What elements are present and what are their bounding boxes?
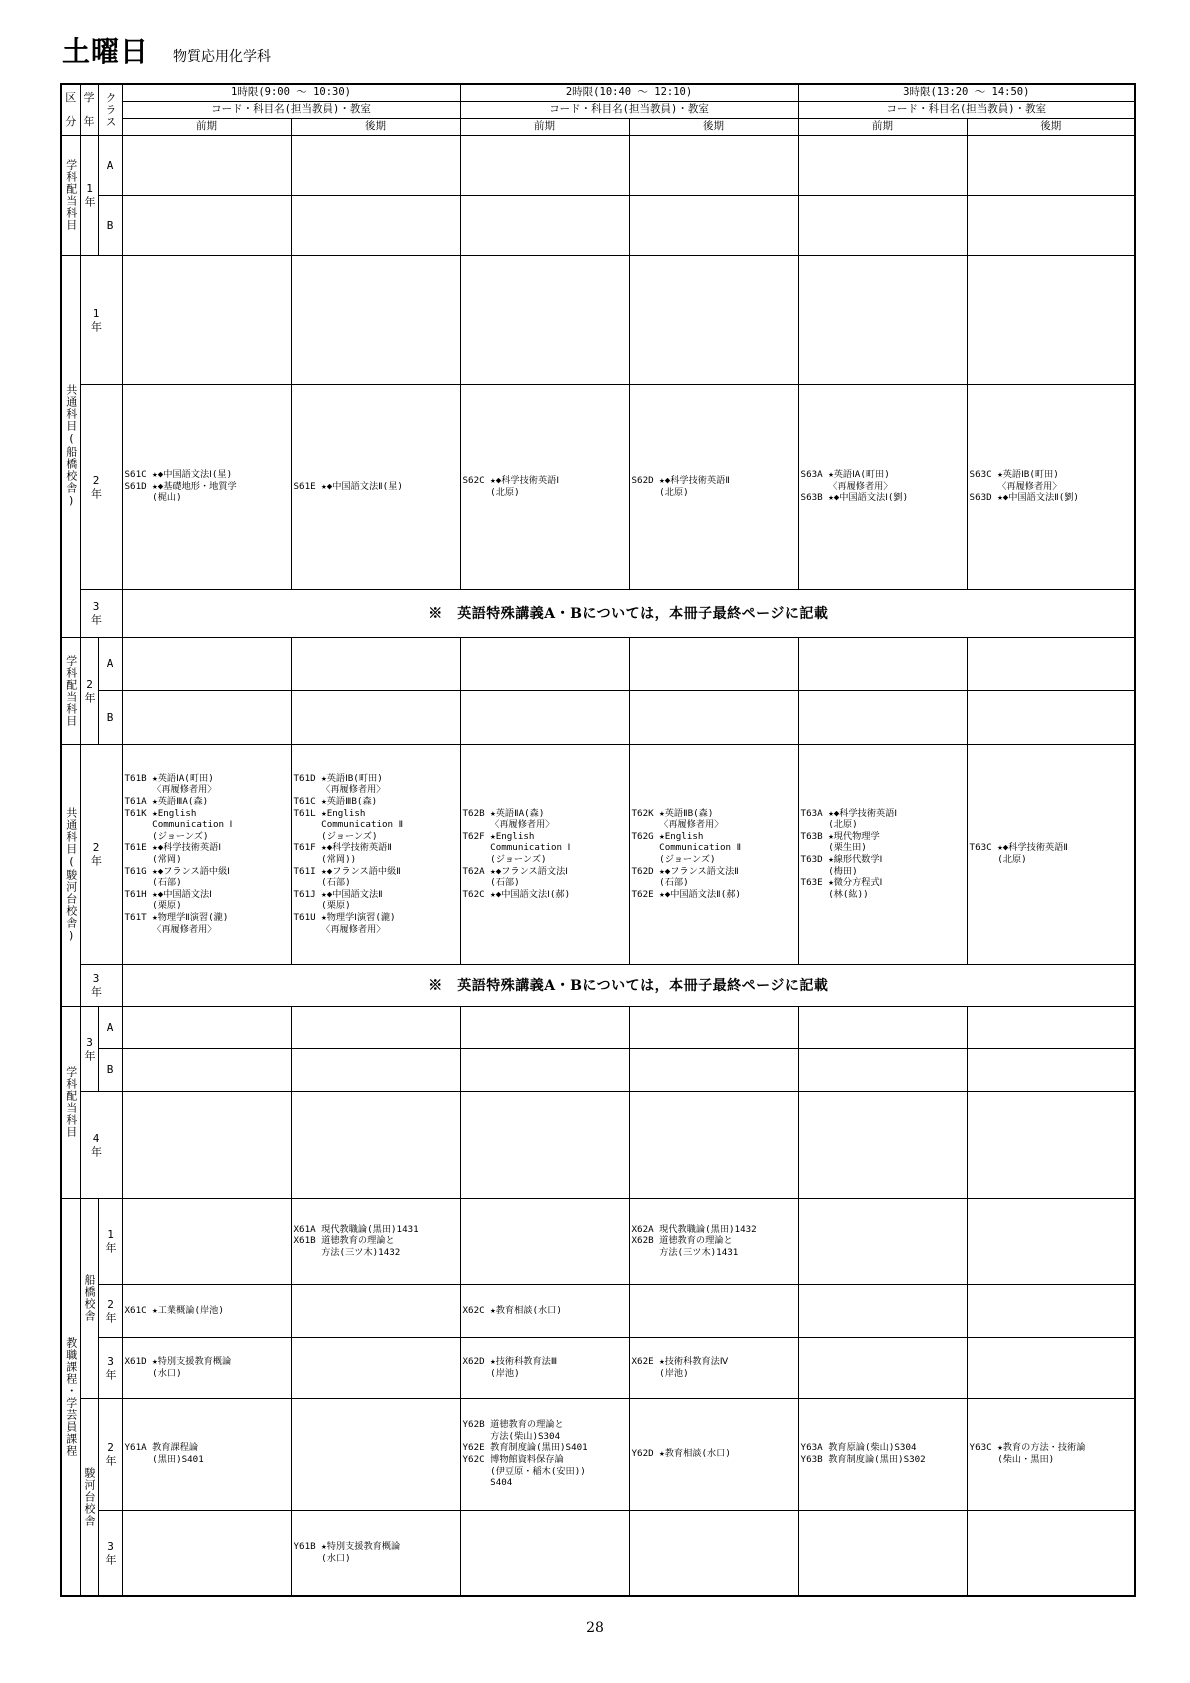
cell bbox=[967, 1091, 1135, 1198]
course-cell: X61A 現代教職論(黒田)1431 X61B 道徳教育の理論と 方法(三ツ木)1432 bbox=[291, 1198, 460, 1284]
cell bbox=[291, 255, 460, 384]
course-cell bbox=[291, 1337, 460, 1398]
cell bbox=[967, 255, 1135, 384]
cell bbox=[291, 1006, 460, 1048]
course-cell: S63A ★英語ⅠA(町田) 〈再履修者用〉 S63B ★◆中国語文法Ⅰ(劉) bbox=[798, 384, 967, 589]
code-label-3: コード・科目名(担当教員)・教室 bbox=[798, 101, 1135, 118]
cell bbox=[798, 1091, 967, 1198]
zenki-2: 前期 bbox=[460, 118, 629, 135]
cell bbox=[122, 195, 291, 255]
cell bbox=[798, 1006, 967, 1048]
course-cell: Y61B ★特別支援教育概論 (水口) bbox=[291, 1510, 460, 1596]
section-gakka-3: 学科配当科目 bbox=[61, 1006, 80, 1198]
period-1-header: 1時限(9:00 ～ 10:30) bbox=[122, 84, 460, 101]
campus-surugadai: 駿河台校舎 bbox=[80, 1398, 98, 1596]
cell bbox=[798, 637, 967, 690]
special-lecture-note: ※ 英語特殊講義A・Bについては，本冊子最終ページに記載 bbox=[122, 964, 1135, 1006]
class-b: B bbox=[98, 690, 122, 744]
code-label-1: コード・科目名(担当教員)・教室 bbox=[122, 101, 460, 118]
course-cell: Y63A 教育原論(柴山)S304 Y63B 教育制度論(黒田)S302 bbox=[798, 1398, 967, 1510]
cell bbox=[460, 255, 629, 384]
course-cell bbox=[967, 1284, 1135, 1337]
course-cell bbox=[967, 1198, 1135, 1284]
cell bbox=[460, 690, 629, 744]
course-cell: T62B ★英語ⅡA(森) 〈再履修者用〉 T62F ★English Communication Ⅰ (ジョーンズ) T62A ★◆フランス語文法Ⅰ (石部) T62C ★◆中国語文法Ⅰ(郝) bbox=[460, 744, 629, 964]
course-cell bbox=[629, 1510, 798, 1596]
cell bbox=[291, 1048, 460, 1091]
cell bbox=[122, 255, 291, 384]
cell bbox=[798, 1048, 967, 1091]
cell bbox=[798, 195, 967, 255]
course-cell bbox=[798, 1510, 967, 1596]
cell bbox=[291, 637, 460, 690]
course-cell: S61C ★◆中国語文法Ⅰ(星) S61D ★◆基礎地形・地質学 (梶山) bbox=[122, 384, 291, 589]
year-3-kyotsu-s: 3年 bbox=[80, 964, 122, 1006]
page-title: 土曜日 bbox=[62, 35, 150, 68]
course-cell: S62C ★◆科学技術英語Ⅰ (北原) bbox=[460, 384, 629, 589]
course-cell bbox=[629, 1284, 798, 1337]
course-cell bbox=[291, 1284, 460, 1337]
timetable bbox=[60, 83, 1136, 1597]
course-cell: T63C ★◆科学技術英語Ⅱ (北原) bbox=[967, 744, 1135, 964]
cell bbox=[291, 1091, 460, 1198]
header-gakunen: 学年 bbox=[80, 84, 98, 135]
kouki-2: 後期 bbox=[629, 118, 798, 135]
page-number: 28 bbox=[586, 1620, 604, 1636]
title-area bbox=[62, 30, 271, 70]
cell bbox=[122, 690, 291, 744]
year-3-y: 3年 bbox=[98, 1510, 122, 1596]
cell bbox=[460, 637, 629, 690]
course-cell: X62E ★技術科教育法Ⅳ (岸池) bbox=[629, 1337, 798, 1398]
cell bbox=[798, 255, 967, 384]
cell bbox=[122, 135, 291, 195]
class-b: B bbox=[98, 195, 122, 255]
zenki-1: 前期 bbox=[122, 118, 291, 135]
cell bbox=[291, 690, 460, 744]
page-subtitle: 物質応用化学科 bbox=[173, 49, 272, 65]
course-cell: Y61A 教育課程論 (黒田)S401 bbox=[122, 1398, 291, 1510]
cell bbox=[798, 690, 967, 744]
cell bbox=[629, 690, 798, 744]
cell bbox=[967, 195, 1135, 255]
section-gakka-1: 学科配当科目 bbox=[61, 135, 80, 255]
cell bbox=[460, 195, 629, 255]
cell bbox=[460, 135, 629, 195]
course-cell: X61D ★特別支援教育概論 (水口) bbox=[122, 1337, 291, 1398]
cell bbox=[629, 195, 798, 255]
special-lecture-note: ※ 英語特殊講義A・Bについては，本冊子最終ページに記載 bbox=[122, 589, 1135, 637]
cell bbox=[629, 1006, 798, 1048]
course-cell bbox=[460, 1510, 629, 1596]
period-3-header: 3時限(13:20 ～ 14:50) bbox=[798, 84, 1135, 101]
cell bbox=[967, 135, 1135, 195]
cell bbox=[291, 195, 460, 255]
year-2-x: 2年 bbox=[98, 1284, 122, 1337]
cell bbox=[798, 135, 967, 195]
cell bbox=[460, 1048, 629, 1091]
cell bbox=[629, 1091, 798, 1198]
class-a: A bbox=[98, 637, 122, 690]
year-4-gakka: 4年 bbox=[80, 1091, 122, 1198]
year-2-kyotsu: 2年 bbox=[80, 384, 122, 589]
section-gakka-2: 学科配当科目 bbox=[61, 637, 80, 744]
year-3-x: 3年 bbox=[98, 1337, 122, 1398]
cell bbox=[460, 1091, 629, 1198]
course-cell: X62C ★教育相談(水口) bbox=[460, 1284, 629, 1337]
course-cell: S61E ★◆中国語文法Ⅱ(星) bbox=[291, 384, 460, 589]
course-cell: Y62B 道徳教育の理論と 方法(柴山)S304 Y62E 教育制度論(黒田)S401 Y62C 博物館資料保存論 (伊豆原・稲木(安田)) S404 bbox=[460, 1398, 629, 1510]
cell bbox=[967, 1048, 1135, 1091]
year-2-y: 2年 bbox=[98, 1398, 122, 1510]
year-3-kyotsu: 3年 bbox=[80, 589, 122, 637]
cell bbox=[629, 1048, 798, 1091]
class-a: A bbox=[98, 135, 122, 195]
kouki-1: 後期 bbox=[291, 118, 460, 135]
course-cell: Y62D ★教育相談(水口) bbox=[629, 1398, 798, 1510]
course-cell bbox=[967, 1337, 1135, 1398]
course-cell: T62K ★英語ⅡB(森) 〈再履修者用〉 T62G ★English Communication Ⅱ (ジョーンズ) T62D ★◆フランス語文法Ⅱ (石部) T62E ★◆中国語文法Ⅱ(郝) bbox=[629, 744, 798, 964]
course-cell bbox=[122, 1198, 291, 1284]
year-3-gakka: 3年 bbox=[80, 1006, 98, 1091]
cell bbox=[967, 637, 1135, 690]
year-2-kyotsu-s: 2年 bbox=[80, 744, 122, 964]
kouki-3: 後期 bbox=[967, 118, 1135, 135]
header-kubun: 区分 bbox=[61, 84, 80, 135]
course-cell bbox=[798, 1198, 967, 1284]
course-cell bbox=[798, 1284, 967, 1337]
course-cell bbox=[967, 1510, 1135, 1596]
course-cell: X62A 現代教職論(黒田)1432 X62B 道徳教育の理論と 方法(三ツ木)1431 bbox=[629, 1198, 798, 1284]
course-cell: X61C ★工業概論(岸池) bbox=[122, 1284, 291, 1337]
cell bbox=[967, 690, 1135, 744]
course-cell: T61D ★英語ⅠB(町田) 〈再履修者用〉 T61C ★英語ⅢB(森) T61L ★English Communication Ⅱ (ジョーンズ) T61F ★◆科学技術英語Ⅱ (常岡)) T61I ★◆フランス語中級Ⅱ (石部) T61J ★◆中国語文法Ⅱ (栗原) T61U ★物理学Ⅰ演習(瀧) 〈再履修者用〉 bbox=[291, 744, 460, 964]
year-1-kyotsu: 1年 bbox=[80, 255, 122, 384]
course-cell: T61B ★英語ⅠA(町田) 〈再履修者用〉 T61A ★英語ⅢA(森) T61K ★English Communication Ⅰ (ジョーンズ) T61E ★◆科学技術英語Ⅰ (常岡) T61G ★◆フランス語中級Ⅰ (石部) T61H ★◆中国語文法Ⅰ (栗原) T61T ★物理学Ⅱ演習(瀧) 〈再履修者用〉 bbox=[122, 744, 291, 964]
cell bbox=[122, 1091, 291, 1198]
period-2-header: 2時限(10:40 ～ 12:10) bbox=[460, 84, 798, 101]
section-kyotsu-surugadai: 共通科目(駿河台校舎) bbox=[61, 744, 80, 1006]
course-cell bbox=[291, 1398, 460, 1510]
class-b: B bbox=[98, 1048, 122, 1091]
cell bbox=[122, 637, 291, 690]
section-kyoshoku: 教職課程・学芸員課程 bbox=[61, 1198, 80, 1596]
cell bbox=[629, 637, 798, 690]
course-cell: X62D ★技術科教育法Ⅲ (岸池) bbox=[460, 1337, 629, 1398]
cell bbox=[122, 1006, 291, 1048]
campus-funabashi: 船橋校舎 bbox=[80, 1198, 98, 1398]
cell bbox=[460, 1006, 629, 1048]
year-1-x: 1年 bbox=[98, 1198, 122, 1284]
course-cell bbox=[798, 1337, 967, 1398]
section-kyotsu-funabashi: 共通科目(船橋校舎) bbox=[61, 255, 80, 637]
course-cell: S62D ★◆科学技術英語Ⅱ (北原) bbox=[629, 384, 798, 589]
header-class: クラス bbox=[98, 84, 122, 135]
course-cell bbox=[460, 1198, 629, 1284]
cell bbox=[291, 135, 460, 195]
course-cell: Y63C ★教育の方法・技術論 (柴山・黒田) bbox=[967, 1398, 1135, 1510]
course-cell bbox=[122, 1510, 291, 1596]
cell bbox=[122, 1048, 291, 1091]
year-1-gakka: 1年 bbox=[80, 135, 98, 255]
zenki-3: 前期 bbox=[798, 118, 967, 135]
code-label-2: コード・科目名(担当教員)・教室 bbox=[460, 101, 798, 118]
course-cell: S63C ★英語ⅠB(町田) 〈再履修者用〉 S63D ★◆中国語文法Ⅱ(劉) bbox=[967, 384, 1135, 589]
cell bbox=[967, 1006, 1135, 1048]
year-2-gakka: 2年 bbox=[80, 637, 98, 744]
class-a: A bbox=[98, 1006, 122, 1048]
cell bbox=[629, 135, 798, 195]
cell bbox=[629, 255, 798, 384]
course-cell: T63A ★◆科学技術英語Ⅰ (北原) T63B ★現代物理学 (栗生田) T63D ★線形代数学Ⅰ (梅田) T63E ★微分方程式Ⅰ (林(紘)) bbox=[798, 744, 967, 964]
